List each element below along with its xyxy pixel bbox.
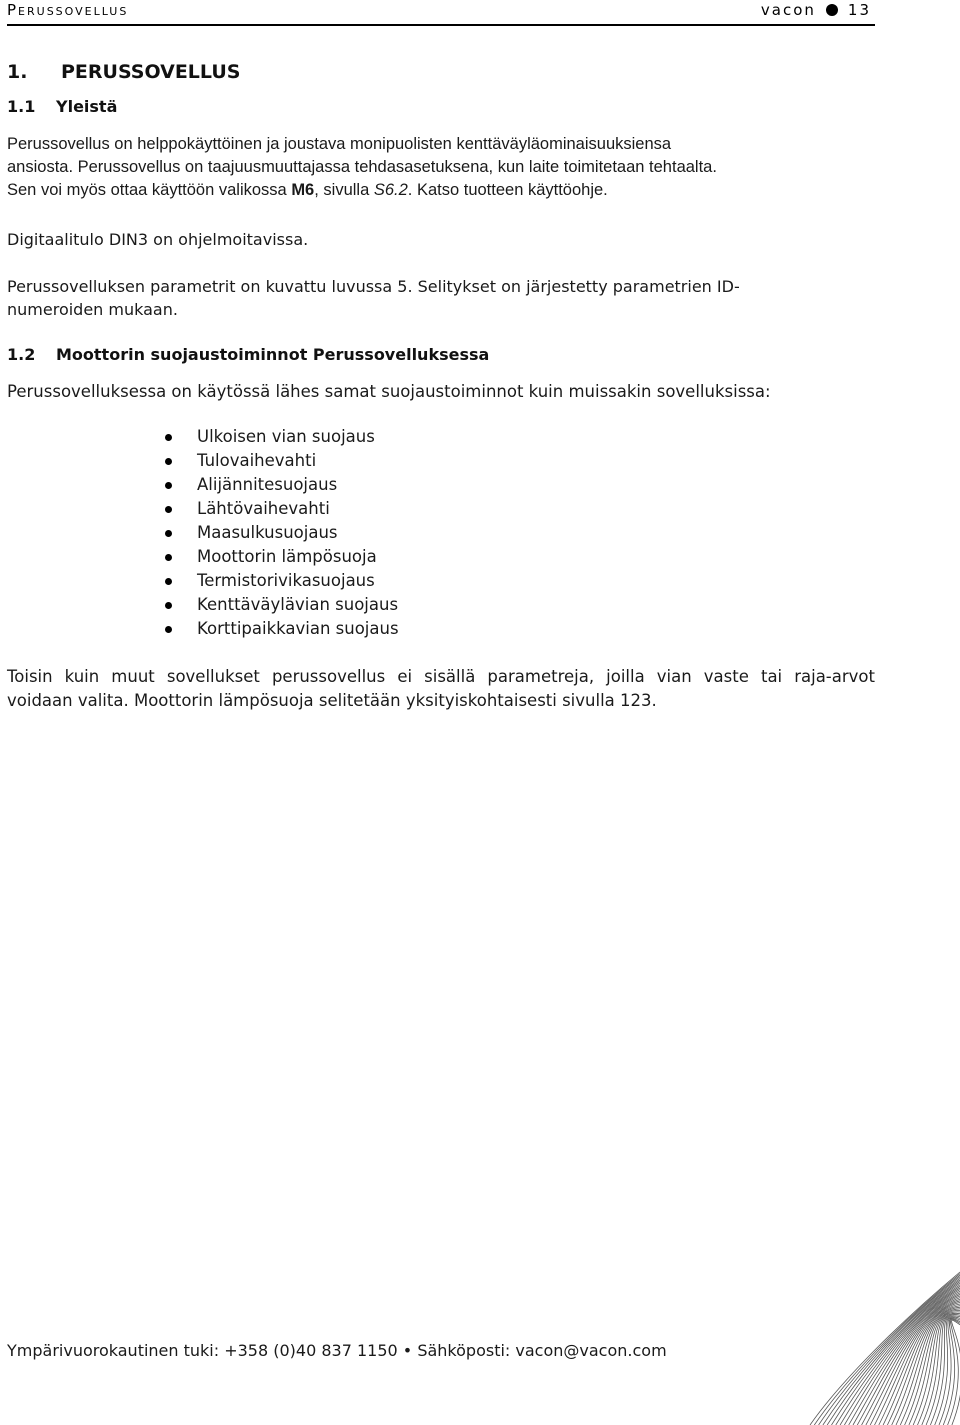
bullet-icon <box>165 458 172 465</box>
text-run: . Katso tuotteen käyttöohje. <box>407 181 608 199</box>
page-reference: S6.2 <box>373 181 408 199</box>
footer-separator: • <box>402 1341 413 1360</box>
section-number: 1.2 <box>7 345 36 364</box>
list-item-label: Lähtövaihevahti <box>197 499 330 518</box>
paragraph-line: ansiosta. Perussovellus on taajuusmuuttajassa tehdasasetuksena, kun laite toimitetaan tehtaalta. <box>7 158 717 176</box>
support-phone: Ympärivuorokautinen tuki: +358 (0)40 837 1150 <box>7 1341 398 1360</box>
list-item <box>160 593 399 617</box>
section-title: Yleistä <box>56 97 118 116</box>
bullet-icon <box>165 602 172 609</box>
closing-paragraph <box>7 665 875 713</box>
decorative-wave-graphic <box>700 1262 960 1425</box>
paragraph-line: Perussovellus on helppokäyttöinen ja joustava monipuolisten kenttäväyläominaisuuksiensa <box>7 135 672 153</box>
protections-list <box>160 425 399 641</box>
header-title: Perussovellus <box>7 1 129 19</box>
bullet-icon <box>165 626 172 633</box>
parameters-paragraph <box>7 275 875 321</box>
list-item <box>160 521 399 545</box>
protections-intro: Perussovelluksessa on käytössä lähes samat suojaustoiminnot kuin muissakin sovelluksissa: <box>7 382 771 401</box>
text-run: , sivulla <box>314 181 374 199</box>
list-item-label: Maasulkusuojaus <box>197 523 338 542</box>
header-brand-block <box>761 1 871 19</box>
chapter-heading <box>7 61 240 83</box>
list-item-label: Kenttäväylävian suojaus <box>197 595 399 614</box>
bullet-dot-icon <box>826 4 838 16</box>
list-item <box>160 473 399 497</box>
bullet-icon <box>165 506 172 513</box>
wave-line <box>948 1319 960 1425</box>
page-number: 13 <box>847 1 871 19</box>
paragraph-line: Perussovelluksen parametrit on kuvattu luvussa 5. Selitykset on järjestetty parametrien ID- <box>7 277 740 296</box>
intro-paragraph <box>7 133 875 202</box>
paragraph-line: numeroiden mukaan. <box>7 300 178 319</box>
chapter-title: PERUSSOVELLUS <box>61 61 241 83</box>
list-item <box>160 425 399 449</box>
text-run: Sen voi myös ottaa käyttöön valikossa <box>7 181 292 199</box>
section-number: 1.1 <box>7 97 36 116</box>
chapter-number: 1. <box>7 61 28 83</box>
bullet-icon <box>165 434 172 441</box>
menu-reference: M6 <box>291 181 315 199</box>
page-header <box>7 0 875 26</box>
page-footer <box>7 1341 667 1360</box>
list-item-label: Moottorin lämpösuoja <box>197 547 377 566</box>
brand-name: vacon <box>760 1 816 19</box>
section-title: Moottorin suojaustoiminnot Perussovelluksessa <box>56 345 490 364</box>
bullet-icon <box>165 482 172 489</box>
list-item <box>160 569 399 593</box>
paragraph-line: Toisin kuin muut sovellukset perussovellus ei sisällä parametreja, joilla vian vaste tai raja-arvot <box>7 667 875 686</box>
list-item <box>160 449 399 473</box>
bullet-icon <box>165 530 172 537</box>
list-item-label: Korttipaikkavian suojaus <box>197 619 399 638</box>
list-item <box>160 617 399 641</box>
bullet-icon <box>165 554 172 561</box>
list-item-label: Alijännitesuojaus <box>197 475 338 494</box>
list-item-label: Tulovaihevahti <box>197 451 317 470</box>
section-heading-1-2 <box>7 345 489 364</box>
list-item-label: Ulkoisen vian suojaus <box>197 427 375 446</box>
paragraph-line: voidaan valita. Moottorin lämpösuoja selitetään yksityiskohtaisesti sivulla 123. <box>7 691 657 710</box>
support-email: Sähköposti: vacon@vacon.com <box>417 1341 667 1360</box>
list-item-label: Termistorivikasuojaus <box>197 571 375 590</box>
list-item <box>160 545 399 569</box>
section-heading-1-1 <box>7 97 117 116</box>
list-item <box>160 497 399 521</box>
din3-paragraph: Digitaalitulo DIN3 on ohjelmoitavissa. <box>7 230 309 249</box>
paragraph-line <box>7 179 875 202</box>
bullet-icon <box>165 578 172 585</box>
